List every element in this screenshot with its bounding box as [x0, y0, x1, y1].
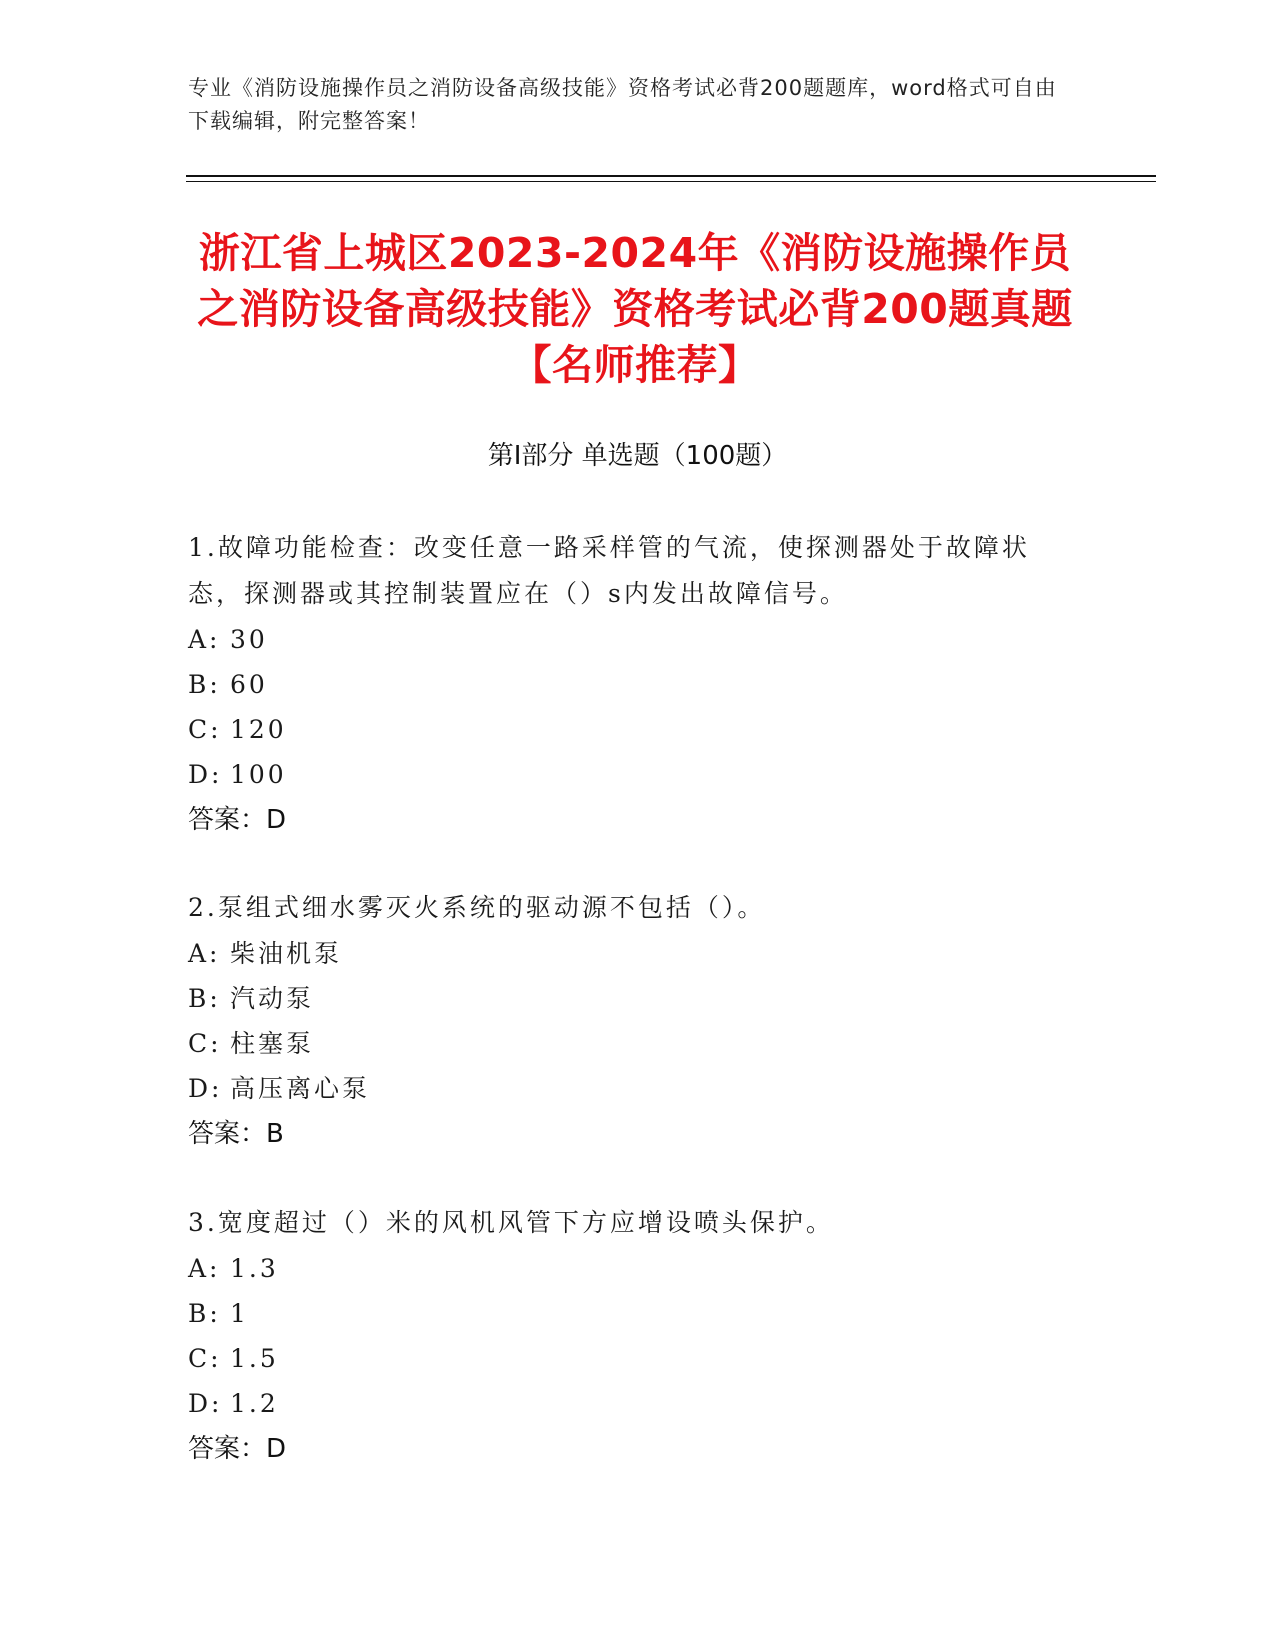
option-letter: C:: [188, 1029, 222, 1058]
option-b: [188, 1291, 1068, 1336]
option-c: [188, 707, 1068, 752]
option-d: [188, 752, 1068, 797]
option-text: 60: [230, 670, 268, 699]
option-text: 高压离心泵: [230, 1074, 371, 1103]
option-c: [188, 1021, 1068, 1066]
option-text: 汽动泵: [230, 984, 315, 1013]
question-stem: 1.故障功能检查：改变任意一路采样管的气流，使探测器处于故障状态，探测器或其控制装置应在（）s内发出故障信号。: [188, 533, 1030, 608]
option-letter: D:: [188, 1074, 223, 1103]
option-a: [188, 931, 1068, 976]
option-b: [188, 976, 1068, 1021]
option-letter: C:: [188, 715, 222, 744]
option-a: [188, 617, 1068, 662]
option-letter: A:: [188, 625, 221, 654]
option-text: 1.2: [230, 1389, 279, 1418]
option-text: 1: [230, 1299, 249, 1328]
option-b: [188, 662, 1068, 707]
option-text: 100: [230, 760, 287, 789]
option-text: 1.3: [230, 1254, 279, 1283]
option-text: 120: [230, 715, 287, 744]
question-3: [188, 1200, 1068, 1472]
option-letter: D:: [188, 1389, 223, 1418]
option-d: [188, 1066, 1068, 1111]
option-d: [188, 1381, 1068, 1426]
header-divider-thin: [186, 181, 1156, 182]
header-note: 专业《消防设施操作员之消防设备高级技能》资格考试必背200题题库，word格式可自由下载编辑，附完整答案！: [188, 76, 1057, 133]
header-divider-thick: [186, 175, 1156, 177]
option-letter: B:: [188, 1299, 221, 1328]
option-text: 1.5: [230, 1344, 279, 1373]
option-c: [188, 1336, 1068, 1381]
option-letter: C:: [188, 1344, 222, 1373]
question-1: [188, 525, 1068, 843]
question-2: [188, 885, 1068, 1157]
option-letter: A:: [188, 939, 221, 968]
option-letter: A:: [188, 1254, 221, 1283]
option-letter: D:: [188, 760, 223, 789]
document-title: 浙江省上城区2023-2024年《消防设施操作员之消防设备高级技能》资格考试必背200题真题【名师推荐】: [197, 229, 1073, 389]
option-a: [188, 1246, 1068, 1291]
option-letter: B:: [188, 984, 221, 1013]
option-text: 柱塞泵: [230, 1029, 315, 1058]
answer-line: 答案：B: [188, 1119, 284, 1149]
question-stem: 2.泵组式细水雾灭火系统的驱动源不包括（）。: [188, 893, 766, 922]
option-letter: B:: [188, 670, 221, 699]
answer-line: 答案：D: [188, 805, 287, 835]
option-text: 柴油机泵: [230, 939, 343, 968]
section-heading: 第I部分 单选题（100题）: [487, 441, 788, 471]
question-stem: 3.宽度超过（）米的风机风管下方应增设喷头保护。: [188, 1208, 834, 1237]
option-text: 30: [230, 625, 268, 654]
answer-line: 答案：D: [188, 1434, 287, 1464]
